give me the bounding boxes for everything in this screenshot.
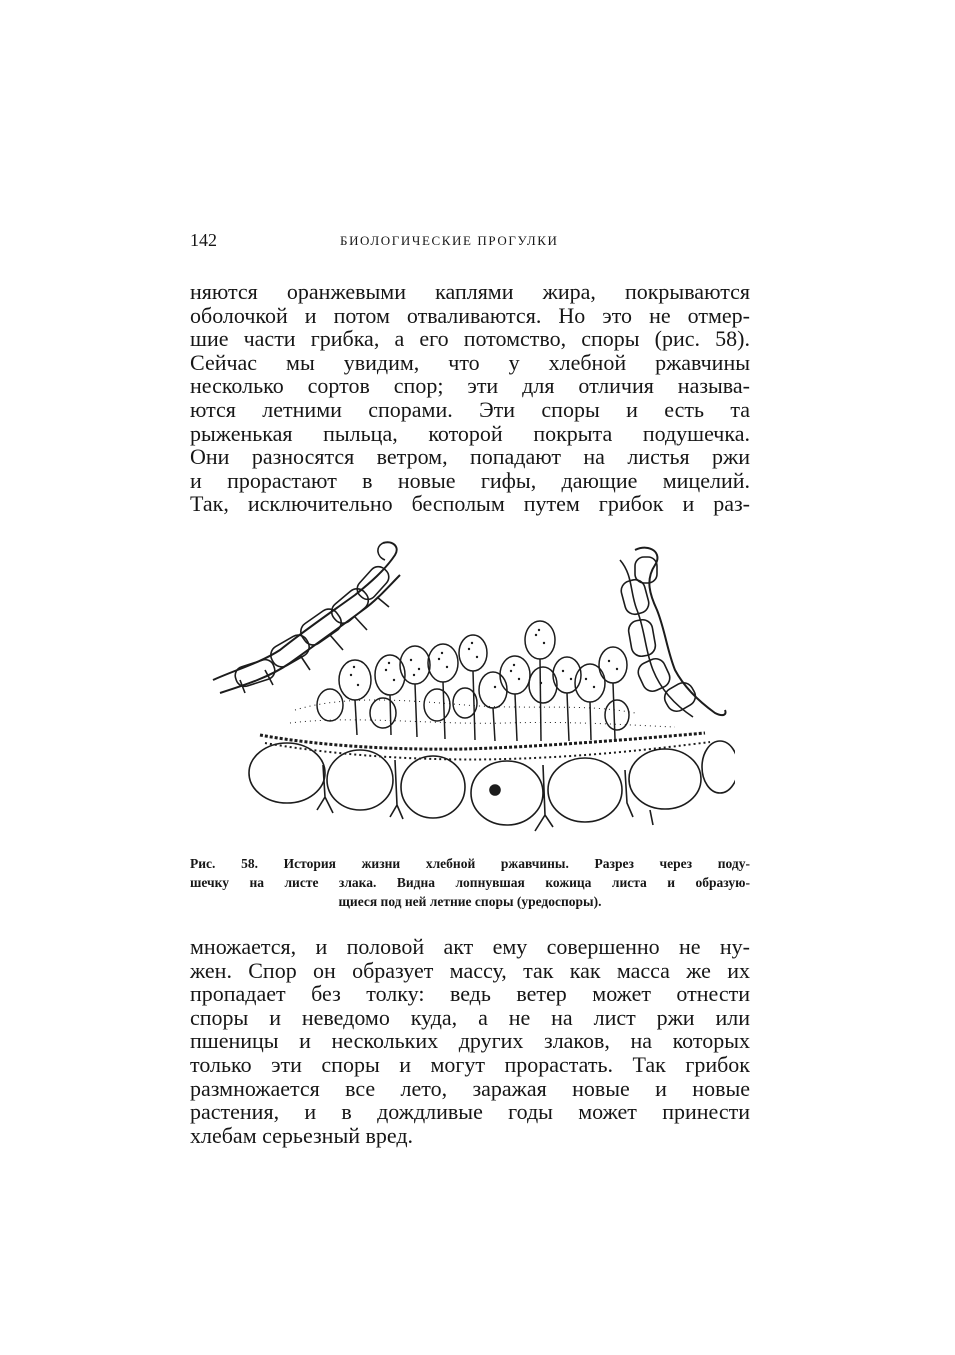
page-header xyxy=(190,230,750,254)
text-line: несколько сортов спор; эти для отличия называ- xyxy=(190,373,750,399)
caption-line: Рис. 58. История жизни хлебной ржавчины. Разрез через поду- xyxy=(190,856,750,871)
page-number: 142 xyxy=(190,230,217,250)
figure-58-illustration xyxy=(205,535,735,850)
text-line: ются летними спорами. Эти споры и есть та xyxy=(190,396,750,422)
text-line: пшеницы и нескольких других злаков, на которых xyxy=(190,1028,750,1054)
text-line: оболочкой и потом отваливаются. Но это не отмер- xyxy=(190,302,750,328)
running-title: БИОЛОГИЧЕСКИЕ ПРОГУЛКИ xyxy=(340,233,559,248)
text-line: пропадает без толку: ведь ветер может отнести xyxy=(190,981,750,1007)
caption-line: шечку на листе злака. Видна лопнувшая кожица листа и образую- xyxy=(190,875,750,890)
text-line: шие части грибка, а его потомство, споры (рис. 58). xyxy=(190,326,750,352)
text-line: рыженькая пыльца, которой покрыта подушечка. xyxy=(190,420,750,446)
paragraph-2 xyxy=(190,935,750,1147)
text-line: жен. Спор он образует массу, так как масса же их xyxy=(190,957,750,983)
caption-line: щиеся под ней летние споры (уредоспоры). xyxy=(338,894,602,909)
text-line: только эти споры и могут прорастать. Так грибок xyxy=(190,1051,750,1077)
paragraph-1 xyxy=(190,280,750,516)
text-line: растения, и в дождливые годы может принести xyxy=(190,1099,750,1125)
figure-caption xyxy=(190,854,750,911)
text-line: Сейчас мы увидим, что у хлебной ржавчины xyxy=(190,349,750,375)
text-line: споры и неведомо куда, а не на лист ржи или xyxy=(190,1004,750,1030)
text-line: размножается все лето, заражая новые и новые xyxy=(190,1075,750,1101)
text-line: и прорастают в новые гифы, дающие мицелий. xyxy=(190,467,750,493)
text-line: няются оранжевыми каплями жира, покрываются xyxy=(190,279,750,304)
text-line: Так, исключительно бесполым путем грибок и раз- xyxy=(190,491,750,517)
text-line: Они разносятся ветром, попадают на листья ржи xyxy=(190,444,750,470)
text-line: хлебам серьезный вред. xyxy=(190,1122,414,1148)
text-line: множается, и половой акт ему совершенно не ну- xyxy=(190,934,750,959)
